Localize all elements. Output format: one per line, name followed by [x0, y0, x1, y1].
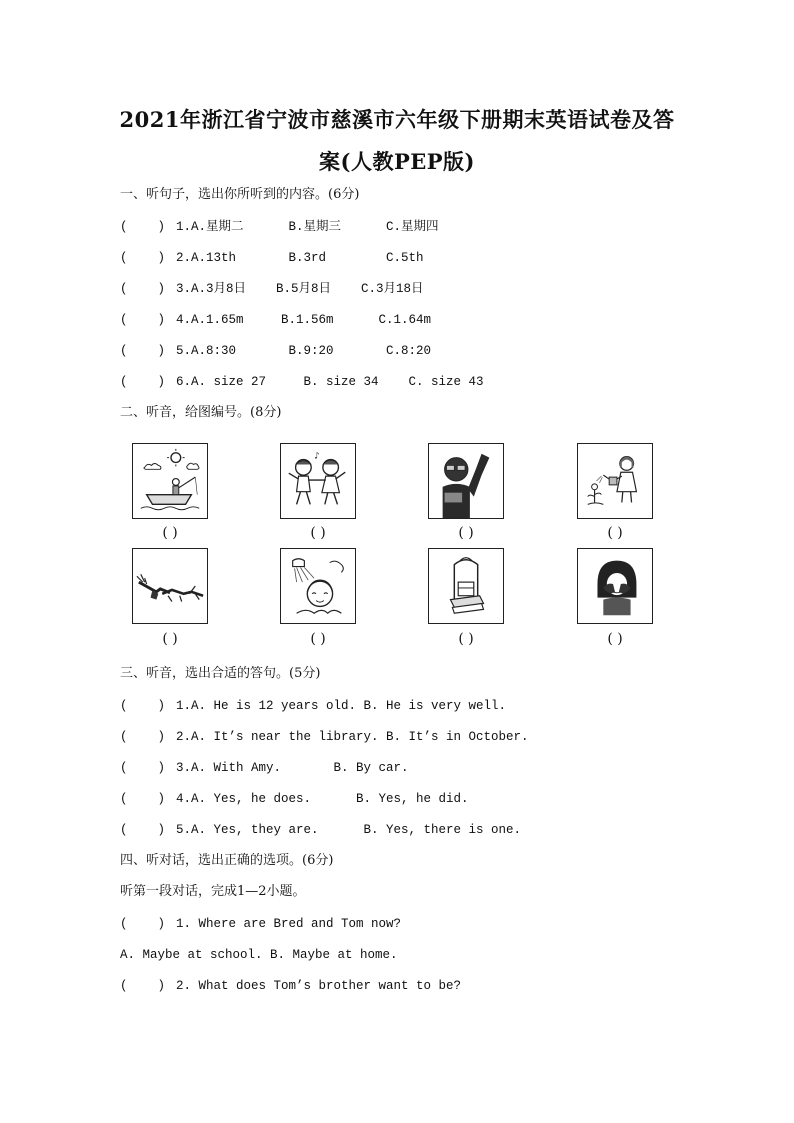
- part3-item-3: [120, 760, 409, 776]
- broken-branch-icon: [132, 548, 208, 624]
- girl-in-shower-icon: [280, 548, 356, 624]
- answer-blank[interactable]: ( ): [120, 282, 166, 296]
- man-raising-arm-icon: [428, 443, 504, 519]
- answer-blank[interactable]: ( ): [120, 251, 166, 265]
- part1-item-1: [120, 219, 439, 235]
- question-text: 2. What does Tom’s brother want to be?: [176, 979, 462, 993]
- picture-answer-blank-5[interactable]: ( ): [162, 631, 178, 647]
- answer-blank[interactable]: ( ): [120, 761, 166, 775]
- two-kids-dancing-icon: [280, 443, 356, 519]
- answer-blank[interactable]: ( ): [120, 699, 166, 713]
- part4-question-2: [120, 978, 461, 994]
- item-text: 5.A.8:30 B.9:20 C.8:20: [176, 344, 432, 358]
- item-text: 6.A. size 27 B. size 34 C. size 43: [176, 375, 484, 389]
- item-text: 1.A.星期二 B.星期三 C.星期四: [176, 220, 439, 234]
- part3-item-4: [120, 791, 469, 807]
- document-title-line2: 案(人教PEP版): [319, 149, 475, 174]
- part4-question-1: [120, 916, 401, 932]
- item-text: 3.A. With Amy. B. By car.: [176, 761, 409, 775]
- item-text: 4.A. Yes, he does. B. Yes, he did.: [176, 792, 469, 806]
- part1-item-3: [120, 281, 424, 297]
- item-text: 4.A.1.65m B.1.56m C.1.64m: [176, 313, 432, 327]
- answer-blank[interactable]: ( ): [120, 375, 166, 389]
- answer-blank[interactable]: ( ): [120, 917, 166, 931]
- part2-heading: 二、听音，给图编号。(8分): [120, 405, 282, 420]
- svg-text:♪: ♪: [314, 451, 320, 462]
- answer-blank[interactable]: ( ): [120, 792, 166, 806]
- part1-item-6: [120, 374, 484, 390]
- part1-heading: 一、听句子，选出你所听到的内容。(6分): [120, 187, 360, 202]
- question-text: 1. Where are Bred and Tom now?: [176, 917, 402, 931]
- part3-item-5: [120, 822, 521, 838]
- document-title-line1: 2021年浙江省宁波市慈溪市六年级下册期末英语试卷及答: [119, 107, 675, 132]
- item-text: 5.A. Yes, they are. B. Yes, there is one.: [176, 823, 522, 837]
- part4-heading: 四、听对话，选出正确的选项。(6分): [120, 853, 334, 868]
- item-text: 2.A. It’s near the library. B. It’s in October.: [176, 730, 529, 744]
- picture-answer-blank-8[interactable]: ( ): [607, 631, 623, 647]
- picture-answer-blank-4[interactable]: ( ): [607, 525, 623, 541]
- part3-item-2: [120, 729, 529, 745]
- item-text: 1.A. He is 12 years old. B. He is very well.: [176, 699, 507, 713]
- answer-blank[interactable]: ( ): [120, 313, 166, 327]
- girl-wiping-eyes-icon: [577, 548, 653, 624]
- part1-item-4: [120, 312, 431, 328]
- picture-answer-blank-2[interactable]: ( ): [310, 525, 326, 541]
- answer-blank[interactable]: ( ): [120, 730, 166, 744]
- item-text: 2.A.13th B.3rd C.5th: [176, 251, 424, 265]
- part1-item-5: [120, 343, 431, 359]
- part4-question-1-options: A. Maybe at school. B. Maybe at home.: [120, 948, 398, 962]
- picture-answer-blank-7[interactable]: ( ): [458, 631, 474, 647]
- picture-answer-blank-3[interactable]: ( ): [458, 525, 474, 541]
- boat-fishing-icon: [132, 443, 208, 519]
- answer-blank[interactable]: ( ): [120, 823, 166, 837]
- picture-answer-blank-6[interactable]: ( ): [310, 631, 326, 647]
- part4-intro: 听第一段对话，完成1—2小题。: [120, 884, 306, 899]
- answer-blank[interactable]: ( ): [120, 220, 166, 234]
- part1-item-2: [120, 250, 424, 266]
- answer-blank[interactable]: ( ): [120, 344, 166, 358]
- item-text: 3.A.3月8日 B.5月8日 C.3月18日: [176, 282, 424, 296]
- answer-blank[interactable]: ( ): [120, 979, 166, 993]
- backpack-books-icon: [428, 548, 504, 624]
- picture-answer-blank-1[interactable]: ( ): [162, 525, 178, 541]
- girl-watering-flower-icon: [577, 443, 653, 519]
- part3-heading: 三、听音，选出合适的答句。(5分): [120, 666, 321, 681]
- part3-item-1: [120, 698, 506, 714]
